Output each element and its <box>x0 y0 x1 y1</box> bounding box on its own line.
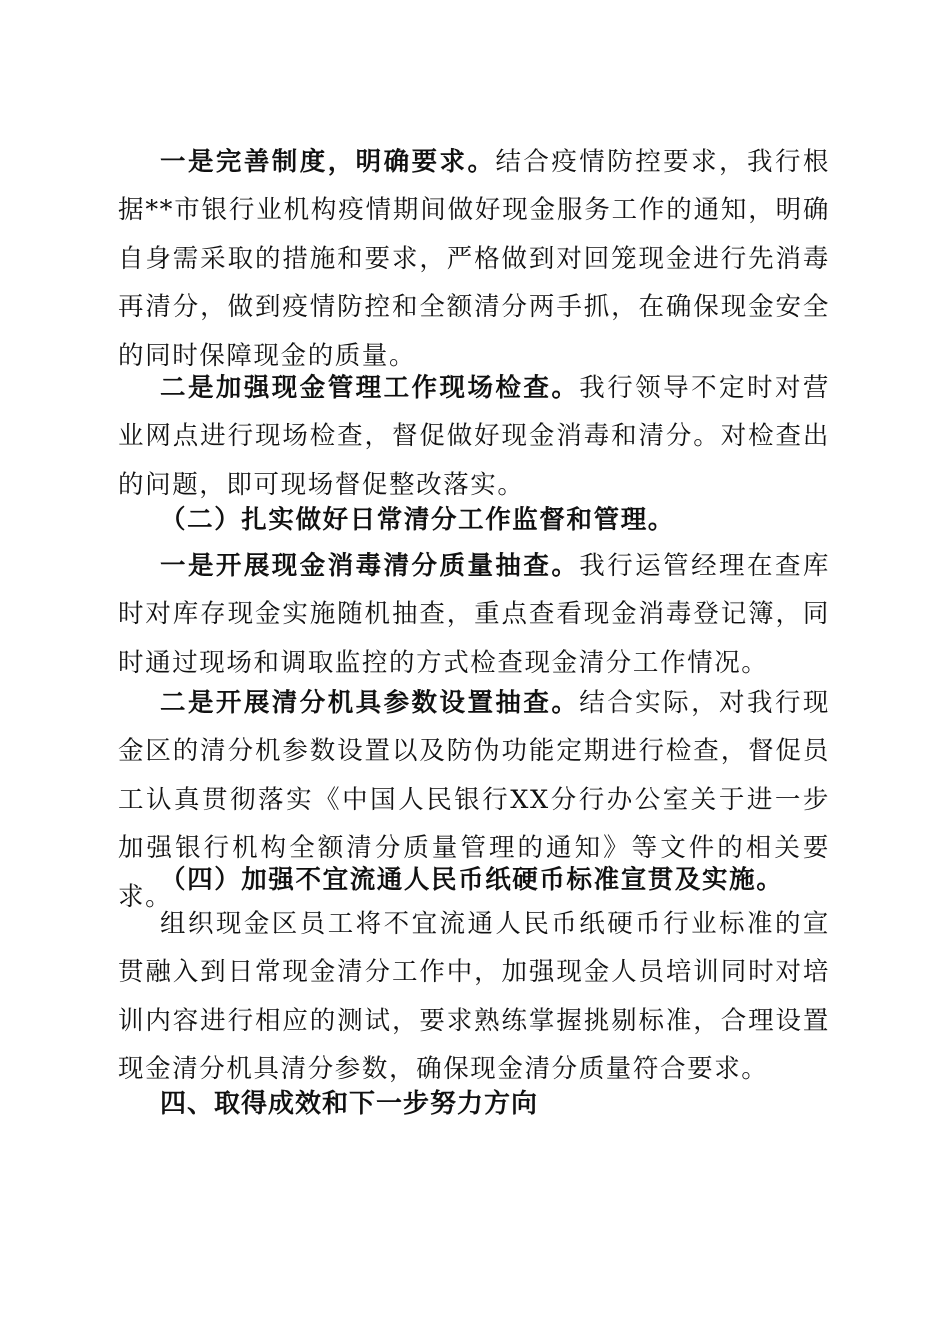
paragraph-lead: 二是加强现金管理工作现场检查。 <box>160 373 580 403</box>
paragraph-lead: 一是开展现金消毒清分质量抽查。 <box>160 551 580 581</box>
paragraph-lead: 二是开展清分机具参数设置抽查。 <box>160 688 580 718</box>
paragraph-body: 我行领导不定时对营业网点进行现场检查，督促做好现金消毒和清分。对检查出的问题，即可现场督促整改落实。 <box>118 373 830 500</box>
section-heading: 四、取得成效和下一步努力方向 <box>160 1089 539 1119</box>
paragraph-staff-training <box>118 900 830 1094</box>
subheading-unfit-currency-standard: （四）加强不宜流通人民币纸硬币标准宣贯及实施。 <box>160 865 784 895</box>
paragraph-body: 结合实际，对我行现金区的清分机参数设置以及防伪功能定期进行检查，督促员工认真贯彻落实《中国人民银行XX分行办公室关于进一步加强银行机构全额清分质量管理的通知》等文件的相关要求。 <box>118 688 830 912</box>
subheading-daily-sorting: （二）扎实做好日常清分工作监督和管理。 <box>160 505 675 535</box>
paragraph-body: 结合疫情防控要求，我行根据**市银行业机构疫情期间做好现金服务工作的通知，明确自身需采取的措施和要求，严格做到对回笼现金进行先消毒再清分，做到疫情防控和全额清分两手抓，在确保现金安全的同时保障现金的质量。 <box>118 147 831 371</box>
paragraph-quality-spot-check <box>118 542 830 687</box>
paragraph-lead: 一是完善制度，明确要求。 <box>160 147 496 177</box>
paragraph-improve-system <box>118 138 830 380</box>
paragraph-body: 我行运管经理在查库时对库存现金实施随机抽查，重点查看现金消毒登记簿，同时通过现场和调取监控的方式检查现金清分工作情况。 <box>118 551 830 678</box>
paragraph-onsite-inspection <box>118 364 830 509</box>
paragraph-body: 组织现金区员工将不宜流通人民币纸硬币行业标准的宣贯融入到日常现金清分工作中，加强现金人员培训同时对培训内容进行相应的测试，要求熟练掌握挑剔标准，合理设置现金清分机具清分参数，确保现金清分质量符合要求。 <box>118 909 830 1085</box>
